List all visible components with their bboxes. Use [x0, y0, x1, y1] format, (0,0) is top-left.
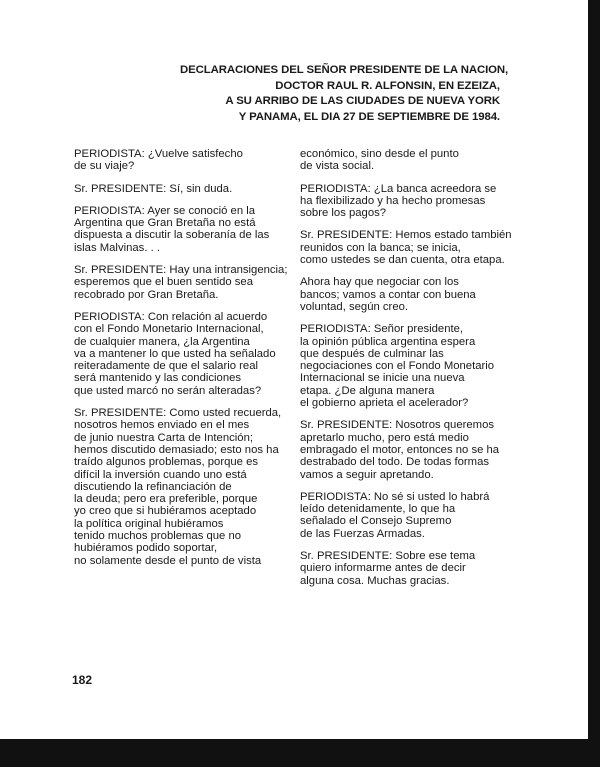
- text-line: negociaciones con el Fondo Monetario: [300, 360, 495, 373]
- text-line: de cualquier manera, ¿la Argentina: [74, 335, 250, 348]
- text-line: reunidos con la banca; se inicia,: [300, 241, 461, 254]
- text-line: PERIODISTA: ¿Vuelve satisfecho: [74, 148, 243, 160]
- page-edge-shadow-bottom: [0, 739, 600, 767]
- paragraph: [74, 407, 280, 567]
- text-line: discutiendo la refinanciación de: [74, 480, 232, 493]
- text-line: va a mantener lo que usted ha señalado: [74, 347, 276, 360]
- text-line: Sr. PRESIDENTE: Hemos estado también: [300, 229, 512, 242]
- text-line: PERIODISTA: No sé si usted lo habrá: [300, 490, 490, 503]
- text-line: Sr. PRESIDENTE: Hay una intransigencia;: [74, 264, 288, 277]
- text-line: el gobierno aprieta el acelerador?: [300, 397, 469, 410]
- text-line: de junio nuestra Carta de Intención;: [74, 431, 253, 444]
- title-line: A SU ARRIBO DE LAS CIUDADES DE NUEVA YORK: [225, 95, 500, 107]
- paragraph: [300, 323, 510, 409]
- text-line: difícil la inversión cuando uno está: [74, 468, 247, 481]
- paragraph: [74, 264, 288, 301]
- paragraph: [300, 491, 510, 540]
- text-line: la política original hubiéramos: [74, 517, 224, 530]
- text-line: embragado el motor, entonces no se ha: [300, 443, 500, 456]
- title-line: Y PANAMA, EL DIA 27 DE SEPTIEMBRE DE 1984.: [238, 110, 500, 123]
- title-line: DOCTOR RAUL R. ALFONSIN, EN EZEIZA,: [275, 79, 500, 92]
- text-line: yo creo que si hubiéramos aceptado: [74, 505, 257, 518]
- text-line: la deuda; pero era preferible, porque: [74, 493, 258, 506]
- paragraph: [300, 183, 510, 220]
- text-line: etapa. ¿De alguna manera: [300, 384, 435, 397]
- text-line: ha flexibilizado y ha hecho promesas: [300, 194, 486, 207]
- text-line: PERIODISTA: Señor presidente,: [300, 323, 464, 336]
- text-line: no solamente desde el punto de vista: [74, 554, 262, 567]
- text-line: PERIODISTA: Ayer se conoció en la: [74, 204, 256, 217]
- text-line: que después de culminar las: [300, 347, 444, 360]
- text-line: Sr. PRESIDENTE: Sobre ese tema: [300, 550, 476, 563]
- text-line: como ustedes se dan cuenta, otra etapa.: [300, 254, 505, 267]
- text-line: Ahora hay que negociar con los: [300, 276, 459, 289]
- paragraph: [74, 205, 280, 254]
- text-line: Sr. PRESIDENTE: Como usted recuerda,: [74, 407, 282, 420]
- text-line: apretarlo mucho, pero está medio: [300, 431, 469, 444]
- text-line: de vista social.: [300, 160, 375, 173]
- paragraph: [74, 311, 280, 397]
- text-line: tenido muchos problemas que no: [74, 530, 242, 543]
- text-line: quiero informarme antes de decir: [300, 562, 466, 575]
- text-line: será mantenido y las condiciones: [74, 372, 242, 385]
- text-line: sobre los pagos?: [300, 207, 387, 220]
- paragraph: [300, 550, 510, 587]
- text-line: hubiéramos podido soportar,: [74, 542, 218, 555]
- text-line: hemos discutido demasiado; esto nos ha: [74, 443, 279, 456]
- title-line: DECLARACIONES DEL SEÑOR PRESIDENTE DE LA NACION,: [180, 64, 509, 76]
- paragraph: [74, 148, 280, 173]
- text-line: la opinión pública argentina espera: [300, 335, 476, 348]
- paragraph: [300, 229, 510, 266]
- text-line: de su viaje?: [74, 160, 135, 173]
- text-line: reiteradamente de que el salario real: [74, 360, 258, 373]
- text-line: Argentina que Gran Bretaña no está: [74, 217, 256, 230]
- text-line: dispuesta a discutir la soberanía de las: [74, 229, 270, 242]
- text-line: leído detenidamente, lo que ha: [300, 503, 456, 516]
- paragraph: [300, 419, 510, 480]
- text-line: económico, sino desde el punto: [300, 148, 459, 160]
- text-line: voluntad, según creo.: [300, 300, 409, 313]
- text-line: nosotros hemos enviado en el mes: [74, 419, 250, 432]
- text-line: Sr. PRESIDENTE: Nosotros queremos: [300, 419, 494, 432]
- text-line: alguna cosa. Muchas gracias.: [300, 574, 450, 587]
- paragraph: [300, 148, 510, 173]
- text-line: Internacional se inicie una nueva: [300, 372, 465, 385]
- text-line: traído algunos problemas, porque es: [74, 456, 259, 469]
- page-edge-shadow-right: [588, 0, 600, 767]
- paragraph: [300, 276, 510, 313]
- text-line: con el Fondo Monetario Internacional,: [74, 323, 264, 336]
- document-title: [180, 63, 509, 125]
- text-line: vamos a seguir apretando.: [300, 468, 434, 481]
- text-line: de las Fuerzas Armadas.: [300, 527, 425, 540]
- page-number: 182: [72, 673, 93, 687]
- text-line: esperemos que el buen sentido sea: [74, 276, 253, 289]
- right-column: [300, 148, 510, 597]
- text-line: recobrado por Gran Bretaña.: [74, 288, 219, 301]
- text-line: PERIODISTA: ¿La banca acreedora se: [300, 182, 497, 195]
- text-line: Sr. PRESIDENTE: Sí, sin duda.: [74, 182, 233, 195]
- text-line: destrabado del todo. De todas formas: [300, 456, 490, 469]
- text-line: PERIODISTA: Con relación al acuerdo: [74, 310, 268, 323]
- paragraph: [74, 183, 280, 195]
- text-line: bancos; vamos a contar con buena: [300, 288, 476, 301]
- text-line: señalado el Consejo Supremo: [300, 515, 452, 528]
- text-line: que usted marcó no serán alteradas?: [74, 384, 262, 397]
- left-column: [74, 148, 288, 577]
- text-line: islas Malvinas. . .: [74, 241, 161, 254]
